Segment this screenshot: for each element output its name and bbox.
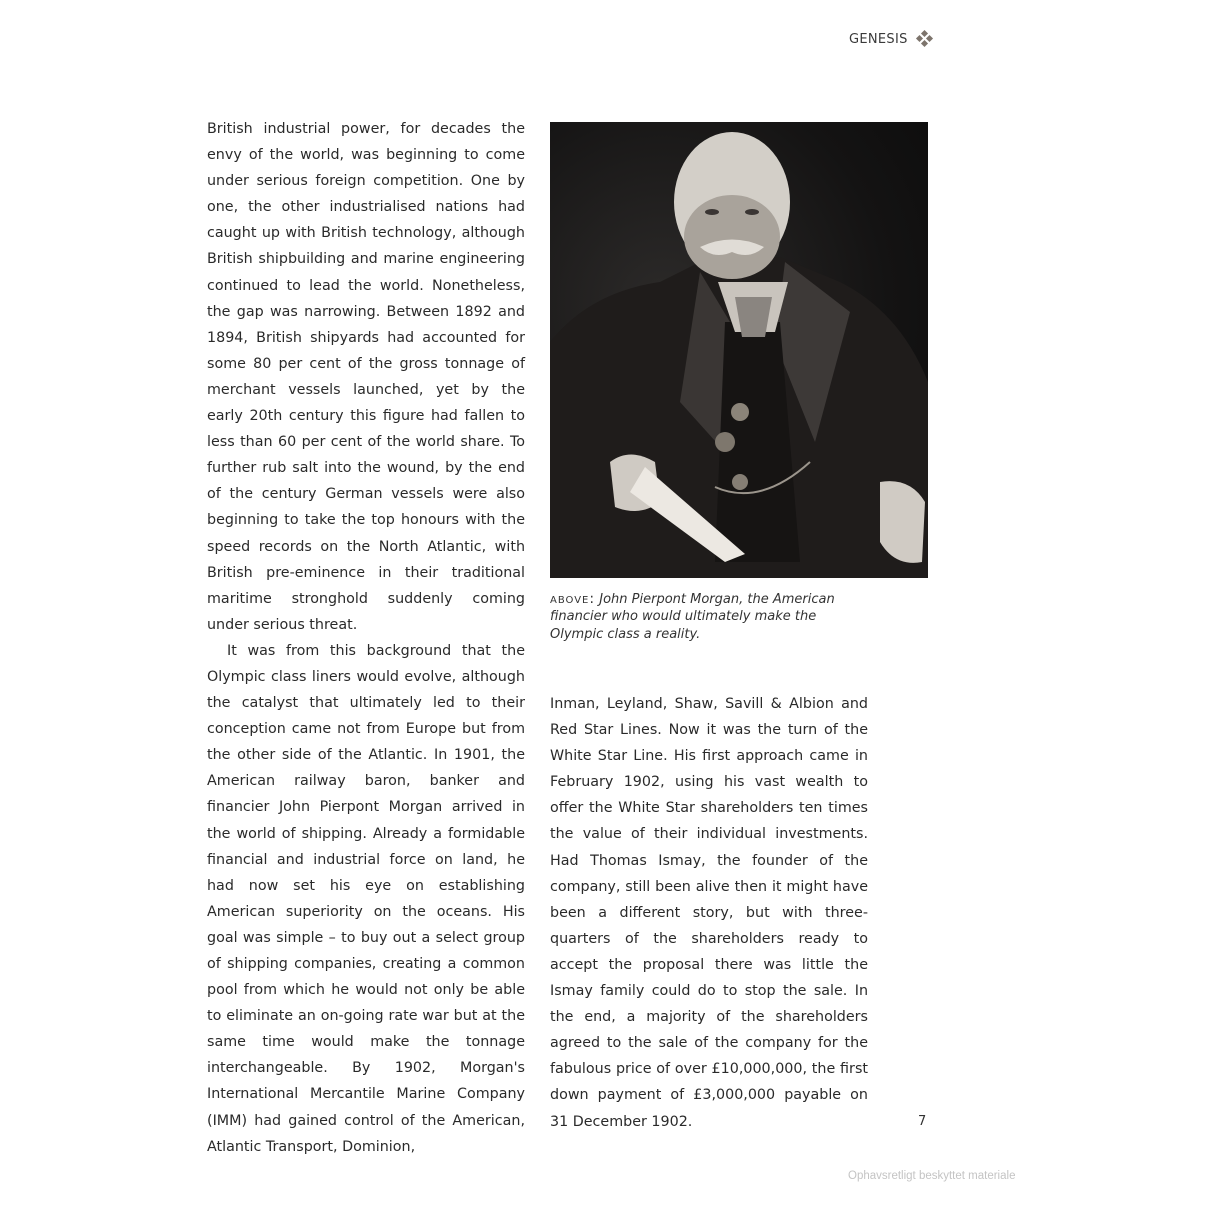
- figure-caption: [550, 591, 840, 643]
- left-text-column: [207, 116, 525, 1160]
- right-text-column: [550, 691, 868, 1135]
- portrait-photo: [550, 122, 928, 578]
- body-paragraph: It was from this background that the Olympic class liners would evolve, although the catalyst that ultimately led to their conception came not from Europe but from the other side of the Atlantic. In 1901, the American railway baron, banker and financier John Pierpont Morgan arrived in the world of shipping. Already a formidable financial and industrial force on land, he had now set his eye on establishing American superiority on the oceans. His goal was simple – to buy out a select group of shipping companies, creating a common pool from which he would not only be able to eliminate an on-going rate war but at the same time would make the tonnage interchangeable. By 1902, Morgan's International Mercantile Marine Company (IMM) had gained control of the American, Atlantic Transport, Dominion,: [207, 642, 525, 1155]
- caption-text: John Pierpont Morgan, the American financier who would ultimately make the Olympic class a reality.: [550, 592, 835, 642]
- body-paragraph: British industrial power, for decades the envy of the world, was beginning to come under serious foreign competition. One by one, the other industrialised nations had caught up with British technology, although British shipbuilding and marine engineering continued to lead the world. Nonetheless, the gap was narrowing. Between 1892 and 1894, British shipyards had accounted for some 80 per cent of the gross tonnage of merchant vessels launched, yet by the early 20th century this figure had fallen to less than 60 per cent of the world share. To further rub salt into the wound, by the end of the century German vessels were also beginning to take the top honours with the speed records on the North Atlantic, with British pre-eminence in their traditional maritime stronghold suddenly coming under serious threat.: [207, 121, 525, 633]
- portrait-illustration: [550, 122, 928, 578]
- caption-label: above:: [550, 591, 596, 607]
- page-number: 7: [918, 1114, 927, 1129]
- diamond-ornament-icon: [914, 33, 936, 45]
- body-paragraph: Inman, Leyland, Shaw, Savill & Albion and Red Star Lines. Now it was the turn of the White Star Line. His first approach came in February 1902, using his vast wealth to offer the White Star shareholders ten times the value of their individual investments. Had Thomas Ismay, the founder of the company, still been alive then it might have been a different story, but with three-quarters of the shareholders ready to accept the proposal there was little the Ismay family could do to stop the sale. In the end, a majority of the shareholders agreed to the sale of the company for the fabulous price of over £10,000,000, the first down payment of £3,000,000 payable on 31 December 1902.: [550, 696, 868, 1130]
- copyright-watermark: Ophavsretligt beskyttet materiale: [848, 1170, 1016, 1182]
- running-title: GENESIS: [849, 31, 908, 47]
- running-head: [849, 30, 936, 48]
